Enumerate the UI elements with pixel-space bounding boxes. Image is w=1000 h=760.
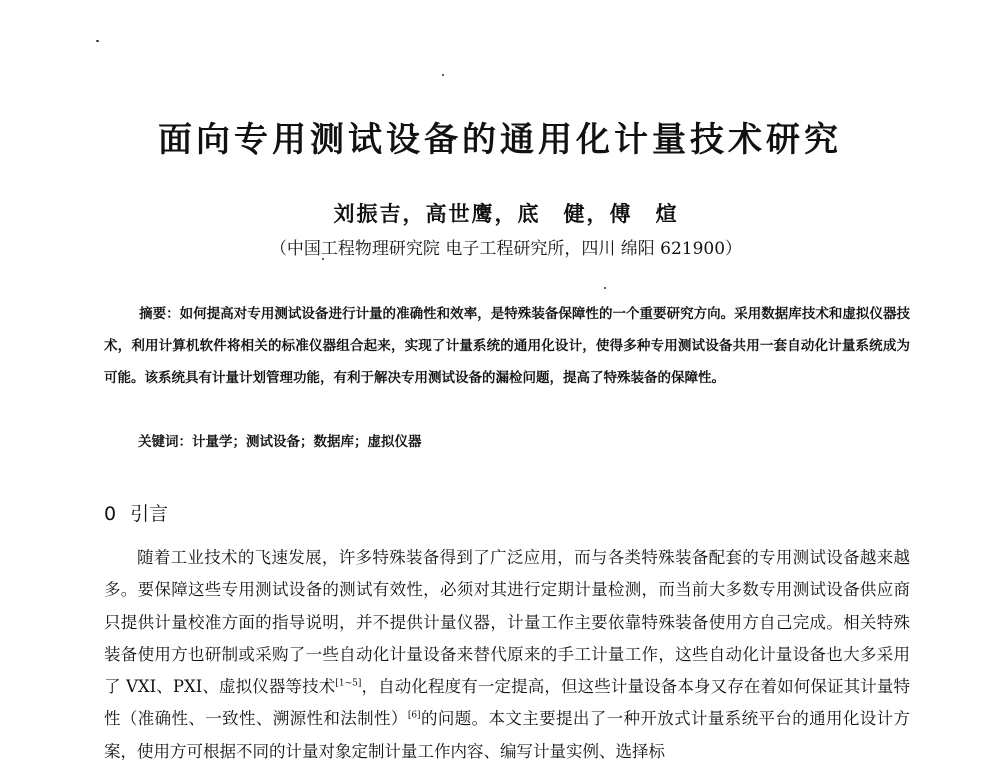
body-text-part-2: ，自动化程度有一定提高，但这些计量设备本身又存在着如何保证其计量特性（准确性、一致性、溯源性和法制性） [104, 677, 911, 729]
section-heading [104, 499, 168, 526]
body-text-part-1: 随着工业技术的飞速发展，许多特殊装备得到了广泛应用，而与各类特殊装备配套的专用测试设备越来越多。要保障这些专用测试设备的测试有效性，必须对其进行定期计量检测，而当前大多数专用测试设备供应商只提供计量校准方面的指导说明，并不提供计量仪器，计量工作主要依靠特殊装备使用方自己完成。相关特殊装备使用方也研制或采购了一些自动化计量设备来替代原来的手工计量工作，这些自动化计量设备也大多采用了 VXI、PXI、虚拟仪器等技术 [104, 548, 910, 697]
paper-authors: 刘振吉，高世鹰，底 健，傅 煊 [333, 201, 679, 226]
keywords-line: 关键词：计量学；测试设备；数据库；虚拟仪器 [138, 434, 422, 450]
citation-1-5: [1~5] [335, 678, 362, 689]
abstract-paragraph: 摘要：如何提高对专用测试设备进行计量的准确性和效率，是特殊装备保障性的一个重要研究方向。采用数据库技术和虚拟仪器技术，利用计算机软件将相关的标准仪器组合起来，实现了计量系统的通用化设计，使得多种专用测试设备共用一套自动化计量系统成为可能。该系统具有计量计划管理功能，有利于解决专用测试设备的漏检问题，提高了特殊装备的保障性。 [104, 306, 910, 386]
scan-speck [442, 74, 444, 76]
body-text-part-3: 的问题。本文主要提出了一种开放式计量系统平台的通用化设计方案，使用方可根据不同的计量对象定制计量工作内容、编写计量实例、选择标 [104, 709, 911, 760]
scan-speck [96, 40, 99, 42]
paper-title: 面向专用测试设备的通用化计量技术研究 [158, 120, 842, 160]
author-affiliation: （中国工程物理研究院 电子工程研究所，四川 绵阳 621900） [269, 239, 743, 259]
section-title: 引言 [130, 503, 169, 525]
scan-speck [604, 287, 606, 289]
introduction-paragraph [104, 542, 910, 760]
section-number: 0 [104, 503, 117, 525]
citation-6: [6] [407, 710, 421, 721]
